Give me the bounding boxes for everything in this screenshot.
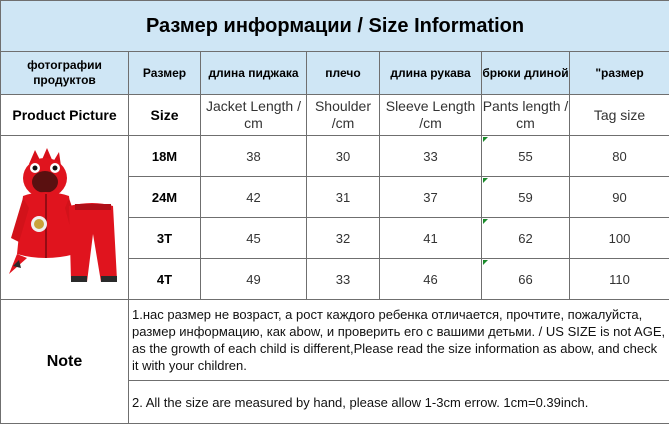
note-text-2: 2. All the size are measured by hand, please allow 1-3cm errow. 1cm=0.39inch. <box>129 381 669 424</box>
sleeve-length-cell: 46 <box>380 259 482 300</box>
pants-length-cell: 55 <box>482 136 570 177</box>
size-cell: 18M <box>129 136 201 177</box>
tag-size-cell: 80 <box>570 136 669 177</box>
pants-length-cell: 66 <box>482 259 570 300</box>
header-ru-pants: брюки длиной <box>482 52 570 95</box>
jacket-length-cell: 42 <box>201 177 307 218</box>
header-en-size: Size <box>129 95 201 136</box>
sleeve-length-cell: 33 <box>380 136 482 177</box>
tag-size-cell: 100 <box>570 218 669 259</box>
header-ru-photo: фотографии продуктов <box>1 52 129 95</box>
header-ru-jacket: длина пиджака <box>201 52 307 95</box>
table-row <box>1 136 669 177</box>
header-ru-sleeve: длина рукава <box>380 52 482 95</box>
shoulder-cell: 32 <box>307 218 380 259</box>
jacket-length-cell: 49 <box>201 259 307 300</box>
size-cell: 4T <box>129 259 201 300</box>
header-ru-tag: "размер <box>570 52 669 95</box>
sleeve-length-cell: 41 <box>380 218 482 259</box>
header-en-tag: Tag size <box>570 95 669 136</box>
shoulder-cell: 31 <box>307 177 380 218</box>
pants-length-cell: 62 <box>482 218 570 259</box>
header-en-jacket: Jacket Length / cm <box>201 95 307 136</box>
product-photo-cell <box>1 136 129 300</box>
header-en-pants: Pants length / cm <box>482 95 570 136</box>
jacket-length-cell: 38 <box>201 136 307 177</box>
header-ru-shoulder: плечо <box>307 52 380 95</box>
jacket-length-cell: 45 <box>201 218 307 259</box>
size-cell: 24M <box>129 177 201 218</box>
tag-size-cell: 90 <box>570 177 669 218</box>
header-en-shoulder: Shoulder /cm <box>307 95 380 136</box>
shoulder-cell: 30 <box>307 136 380 177</box>
shoulder-cell: 33 <box>307 259 380 300</box>
header-en-sleeve: Sleeve Length /cm <box>380 95 482 136</box>
page-title: Размер информации / Size Information <box>1 1 669 52</box>
header-ru-size: Размер <box>129 52 201 95</box>
size-cell: 3T <box>129 218 201 259</box>
tag-size-cell: 110 <box>570 259 669 300</box>
note-label: Note <box>1 300 129 424</box>
note-text-1: 1.нас размер не возраст, а рост каждого ребенка отличается, прочтите, пожалуйста, размер информацию, как abow, и проверить его с вашими детьми. / US SIZE is not AGE, as the growth of each child is different,Please read the size information as abow, and check it with your children. <box>129 300 669 381</box>
product-image <box>5 142 123 288</box>
sleeve-length-cell: 37 <box>380 177 482 218</box>
pants-length-cell: 59 <box>482 177 570 218</box>
header-en-photo: Product Picture <box>1 95 129 136</box>
